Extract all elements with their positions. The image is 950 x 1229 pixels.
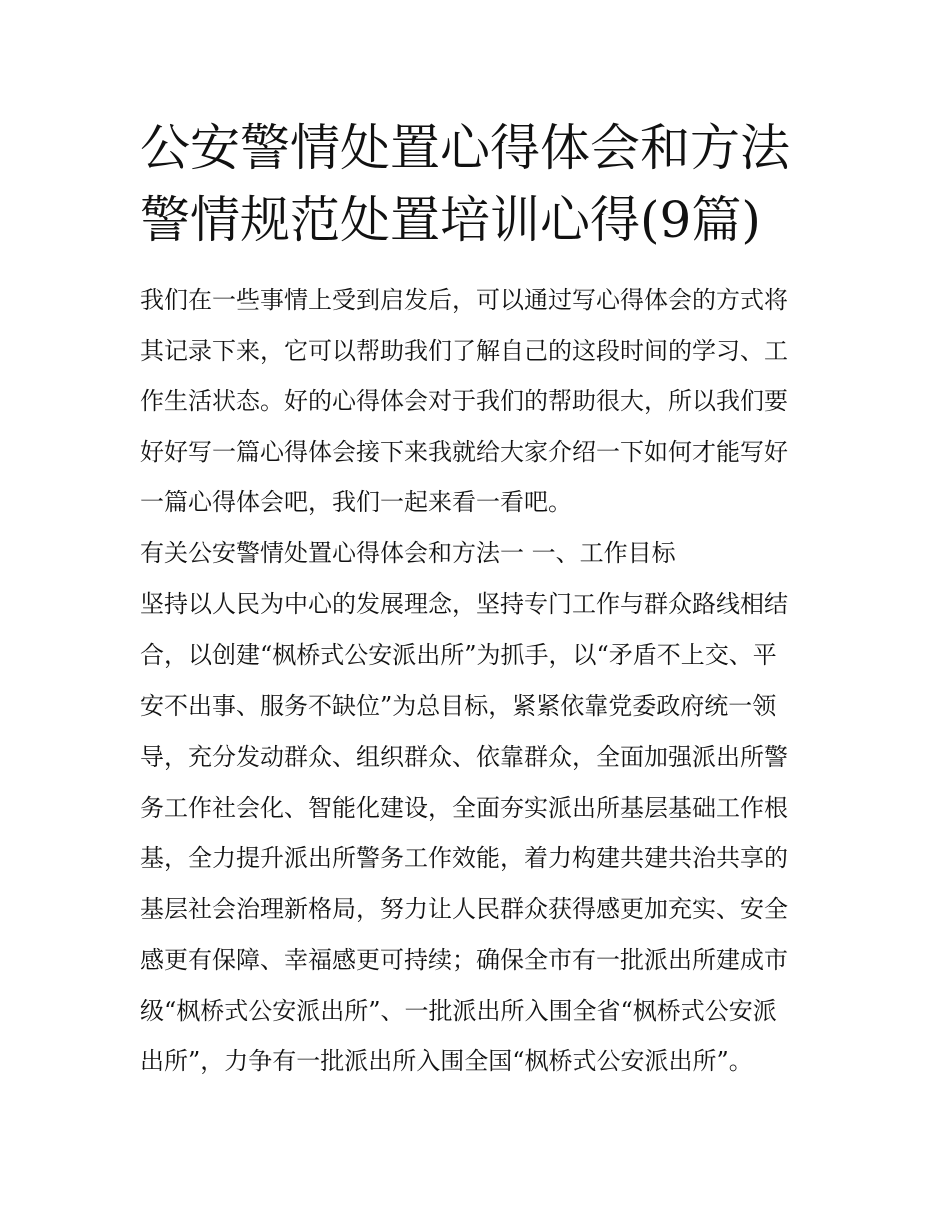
intro-line: 一篇心得体会吧，我们一起来看一看吧。: [140, 488, 572, 516]
document-title: [140, 112, 840, 256]
section-line: 感更有保障、幸福感更可持续；确保全市有一批派出所建成市: [140, 946, 788, 974]
section-heading: 有关公安警情处置心得体会和方法一 一、工作目标: [140, 539, 676, 567]
title-line: 公安警情处置心得体会和方法: [140, 119, 790, 177]
section-line: 基，全力提升派出所警务工作效能，着力构建共建共治共享的: [140, 844, 788, 872]
section-line: 导，充分发动群众、组织群众、依靠群众，全面加强派出所警: [140, 743, 788, 771]
intro-line: 我们在一些事情上受到启发后，可以通过写心得体会的方式将: [140, 286, 788, 314]
intro-line: 好好写一篇心得体会接下来我就给大家介绍一下如何才能写好: [140, 438, 788, 466]
section-line: 出所”，力争有一批派出所入围全国“枫桥式公安派出所”。: [140, 1047, 753, 1075]
section-line: 坚持以人民为中心的发展理念，坚持专门工作与群众路线相结: [140, 590, 788, 618]
section-line: 合，以创建“枫桥式公安派出所”为抓手，以“矛盾不上交、平: [140, 641, 777, 669]
intro-line: 其记录下来，它可以帮助我们了解自己的这段时间的学习、工: [140, 337, 788, 365]
section-line: 务工作社会化、智能化建设，全面夯实派出所基层基础工作根: [140, 794, 788, 822]
section-line: 级“枫桥式公安派出所”、一批派出所入围全省“枫桥式公安派: [140, 997, 777, 1025]
section-line: 安不出事、服务不缺位”为总目标，紧紧依靠党委政府统一领: [140, 692, 777, 720]
section-line: 基层社会治理新格局，努力让人民群众获得感更加充实、安全: [140, 895, 788, 923]
title-line: 警情规范处置培训心得(9篇): [140, 191, 761, 249]
intro-line: 作生活状态。好的心得体会对于我们的帮助很大，所以我们要: [140, 387, 788, 415]
